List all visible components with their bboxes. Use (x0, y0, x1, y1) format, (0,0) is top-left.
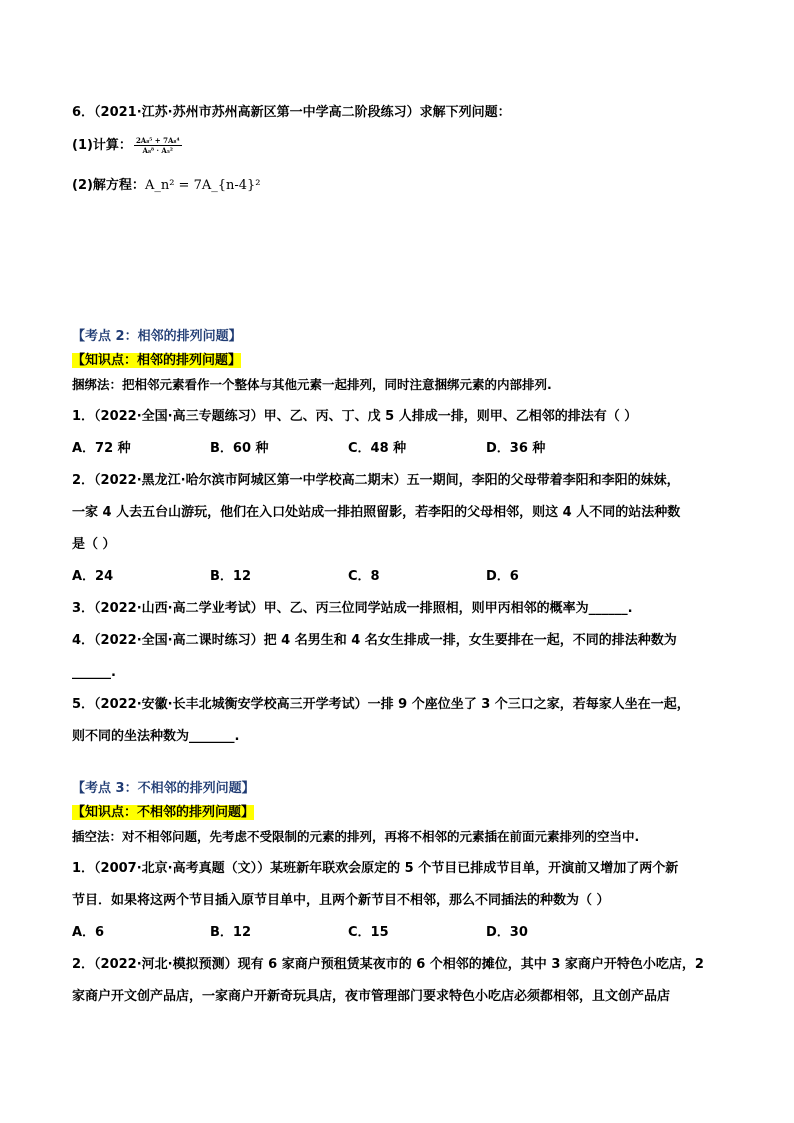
sec2-knowledge (72, 352, 241, 370)
q6-part2 (72, 177, 261, 195)
option-a: A．24 (72, 569, 114, 584)
sec3-knowledge (72, 804, 254, 822)
sec2-q5-line2: 则不同的坐法种数为_______. (72, 729, 240, 744)
option-d: D．36 种 (486, 441, 546, 456)
option-b: B．12 (210, 569, 251, 584)
sec3-header: 【考点 3：不相邻的排列问题】 (72, 781, 255, 796)
q6-part2-label: (2)解方程： (72, 178, 145, 193)
sec3-q2-line1: 2．（2022·河北·模拟预测）现有 6 家商户预租赁某夜市的 6 个相邻的摊位，其中 3 家商户开特色小吃店，2 (72, 957, 704, 972)
q6-part1 (72, 136, 182, 155)
option-d: D．30 (486, 925, 528, 940)
q6-title: 6．（2021·江苏·苏州市苏州高新区第一中学高二阶段练习）求解下列问题： (72, 105, 511, 120)
sec2-q4-line2: ______. (72, 665, 116, 680)
q6-equation: A_n² = 7A_{n-4}² (144, 178, 261, 193)
sec2-q1: 1．（2022·全国·高三专题练习）甲、乙、丙、丁、戊 5 人排成一排，则甲、乙相邻的排法有（ ） (72, 409, 638, 424)
sec3-q1-line2: 节目．如果将这两个节目插入原节目单中，且两个新节目不相邻，那么不同插法的种数为（ ） (72, 893, 610, 908)
option-c: C．15 (348, 925, 389, 940)
sec2-q2-line2: 一家 4 人去五台山游玩，他们在入口处站成一排拍照留影，若李阳的父母相邻，则这 4 人不同的站法种数 (72, 505, 681, 520)
sec2-knowledge-highlight: 【知识点：相邻的排列问题】 (72, 353, 242, 368)
sec3-q2-line2: 家商户开文创产品店，一家商户开新奇玩具店，夜市管理部门要求特色小吃店必须都相邻，且文创产品店 (72, 989, 671, 1004)
q6-fraction-numerator: 2A₈⁵ + 7A₈⁴ (135, 136, 180, 145)
option-a: A．6 (72, 925, 105, 940)
sec3-q1-line1: 1．（2007·北京·高考真题（文））某班新年联欢会原定的 5 个节目已排成节目单，开演前又增加了两个新 (72, 861, 679, 876)
sec2-method: 捆绑法：把相邻元素看作一个整体与其他元素一起排列，同时注意捆绑元素的内部排列. (72, 377, 552, 392)
option-b: B．12 (210, 925, 251, 940)
sec2-q5-line1: 5．（2022·安徽·长丰北城衡安学校高三开学考试）一排 9 个座位坐了 3 个三口之家，若每家人坐在一起， (72, 697, 690, 712)
q6-part1-label: (1)计算： (72, 138, 132, 153)
sec2-q4-line1: 4．（2022·全国·高二课时练习）把 4 名男生和 4 名女生排成一排，女生要排在一起，不同的排法种数为 (72, 633, 677, 648)
sec3-knowledge-highlight: 【知识点：不相邻的排列问题】 (72, 805, 255, 820)
option-d: D．6 (486, 569, 519, 584)
option-b: B．60 种 (210, 441, 269, 456)
q6-fraction-denominator: A₈⁸ · A₅² (142, 146, 173, 155)
option-c: C．8 (348, 569, 380, 584)
sec2-q3: 3．（2022·山西·高二学业考试）甲、乙、丙三位同学站成一排照相，则甲丙相邻的概率为______. (72, 601, 633, 616)
sec2-q2-line3: 是（ ） (72, 537, 116, 552)
sec2-q2-line1: 2．（2022·黑龙江·哈尔滨市阿城区第一中学校高二期末）五一期间，李阳的父母带着李阳和李阳的妹妹， (72, 473, 680, 488)
sec2-header: 【考点 2：相邻的排列问题】 (72, 329, 242, 344)
option-a: A．72 种 (72, 441, 131, 456)
sec3-method: 插空法：对不相邻问题，先考虑不受限制的元素的排列，再将不相邻的元素插在前面元素排列的空当中. (72, 829, 640, 844)
option-c: C．48 种 (348, 441, 407, 456)
q6-fraction (134, 136, 182, 155)
